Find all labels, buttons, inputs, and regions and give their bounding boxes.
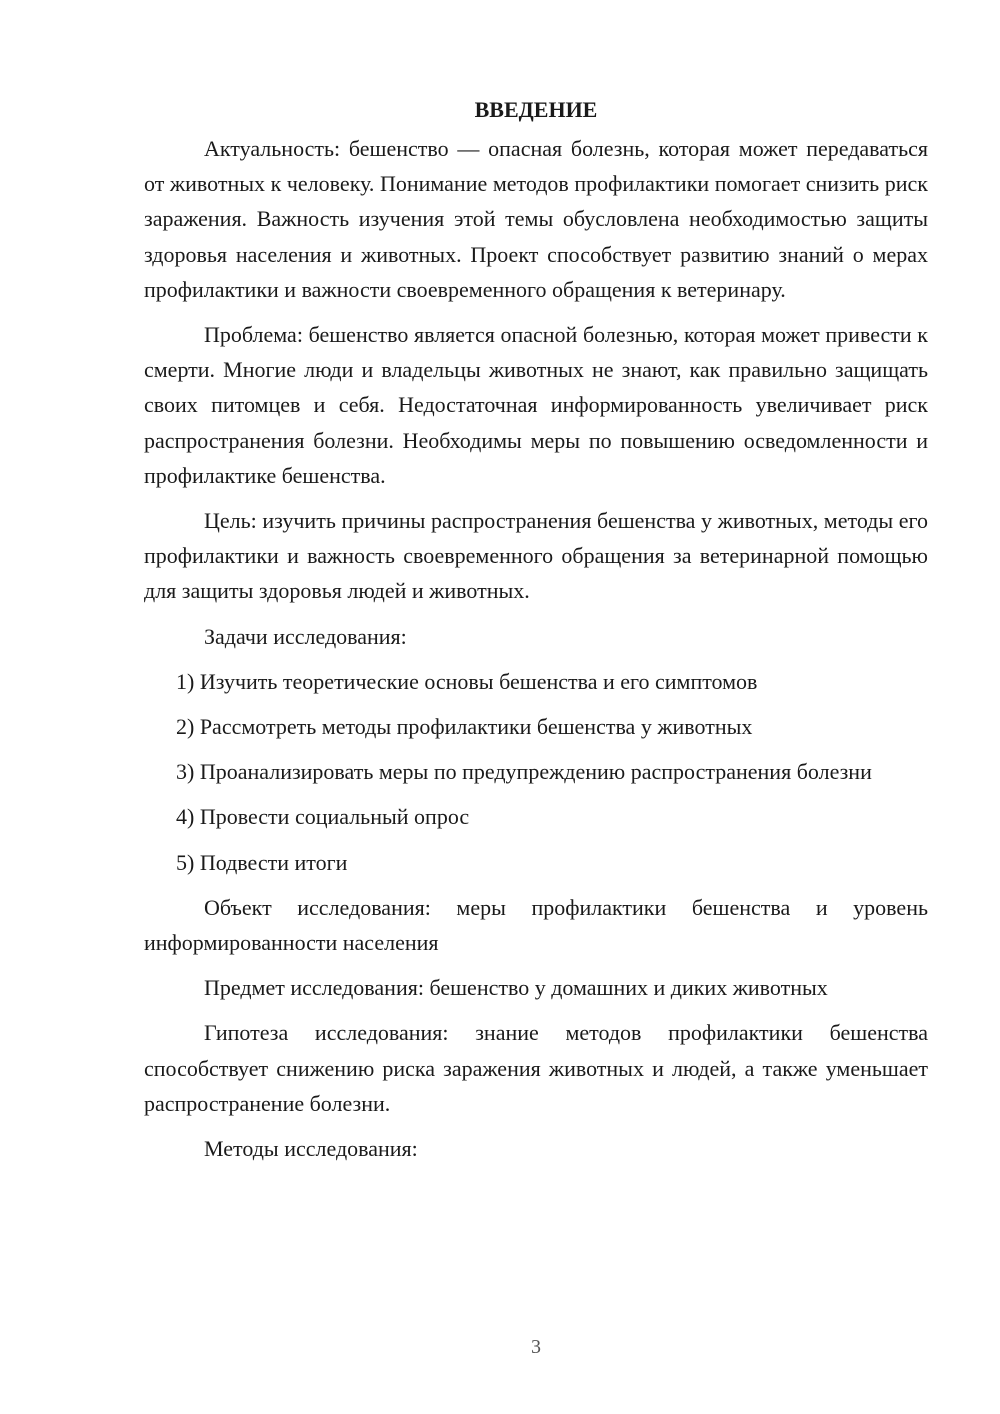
list-item: 4) Провести социальный опрос bbox=[176, 804, 470, 830]
goal-paragraph: Цель: изучить причины распространения бешенства у животных, методы его профилактики и важность своевременного обращения за ветеринарной помощью для защиты здоровья людей и животных. bbox=[144, 508, 928, 604]
problem-paragraph: Проблема: бешенство является опасной болезнью, которая может привести к смерти. Многие люди и владельцы животных не знают, как правильно защищать своих питомцев и себя. Недостаточная информированность увеличивает риск распространения болезни. Необходимы меры по повышению осведомленности и профилактике бешенства. bbox=[144, 322, 928, 488]
page-content bbox=[144, 92, 928, 1176]
list-item: 3) Проанализировать меры по предупреждению распространения болезни bbox=[176, 759, 872, 785]
list-item: 5) Подвести итоги bbox=[176, 849, 348, 875]
hypothesis-paragraph: Гипотеза исследования: знание методов профилактики бешенства способствует снижению риска заражения животных и людей, а также уменьшает распространение болезни. bbox=[144, 1020, 928, 1116]
object-paragraph: Объект исследования: меры профилактики бешенства и уровень информированности населения bbox=[144, 894, 928, 956]
relevance-paragraph: Актуальность: бешенство — опасная болезнь, которая может передаваться от животных к человеку. Понимание методов профилактики помогает снизить риск заражения. Важность изучения этой темы обусловлена необходимостью защиты здоровья населения и животных. Проект способствует развитию знаний о мерах профилактики и важности своевременного обращения к ветеринару. bbox=[144, 136, 928, 302]
methods-paragraph: Методы исследования: bbox=[204, 1136, 418, 1162]
tasks-intro: Задачи исследования: bbox=[204, 623, 407, 649]
tasks-list bbox=[144, 664, 928, 880]
subject-paragraph: Предмет исследования: бешенство у домашних и диких животных bbox=[204, 975, 828, 1001]
section-heading: ВВЕДЕНИЕ bbox=[474, 97, 598, 122]
list-item: 1) Изучить теоретические основы бешенства и его симптомов bbox=[176, 668, 758, 694]
page-number: 3 bbox=[531, 1336, 541, 1358]
list-item: 2) Рассмотреть методы профилактики бешенства у животных bbox=[176, 714, 753, 740]
